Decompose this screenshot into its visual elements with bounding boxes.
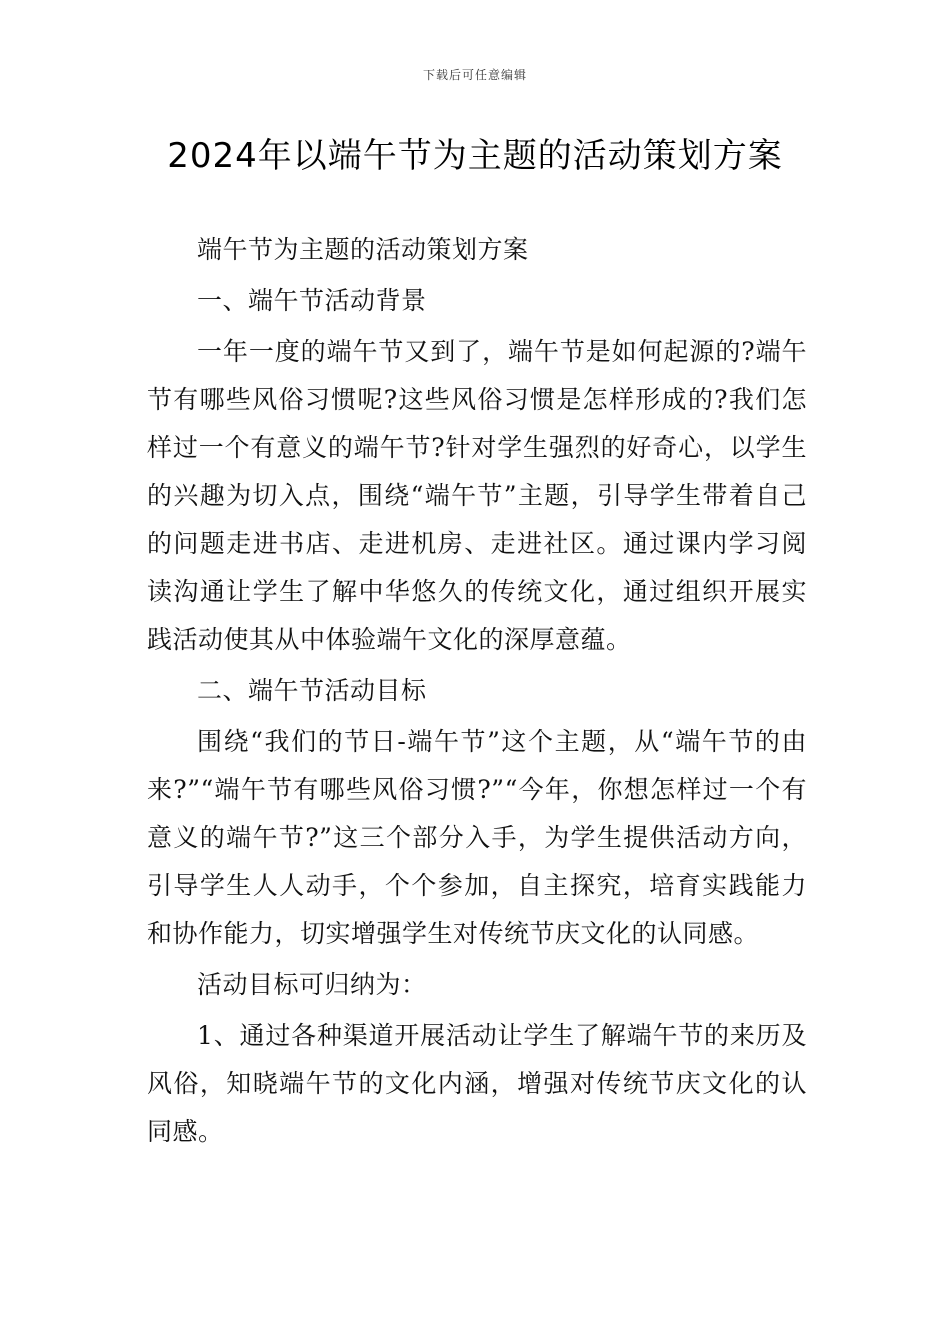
document-body (147, 226, 807, 1159)
document-title: 2024年以端午节为主题的活动策划方案 (167, 136, 783, 176)
section-heading-background: 一、端午节活动背景 (197, 286, 427, 315)
header-note: 下载后可任意编辑 (422, 68, 527, 82)
section-heading-goals: 二、端午节活动目标 (197, 676, 427, 705)
paragraph-goals-summary: 活动目标可归纳为： (197, 970, 427, 999)
paragraph-goal-item-1: 1、通过各种渠道开展活动让学生了解端午节的来历及风俗，知晓端午节的文化内涵，增强对传统节庆文化的认同感。 (147, 1021, 807, 1146)
paragraph-subtitle: 端午节为主题的活动策划方案 (197, 235, 529, 264)
paragraph-goals: 围绕“我们的节日-端午节”这个主题，从“端午节的由来?”“端午节有哪些风俗习惯?”“今年，你想怎样过一个有意义的端午节?”这三个部分入手，为学生提供活动方向，引导学生人人动手，个个参加，自主探究，培育实践能力和协作能力，切实增强学生对传统节庆文化的认同感。 (147, 727, 807, 948)
paragraph-background: 一年一度的端午节又到了，端午节是如何起源的?端午节有哪些风俗习惯呢?这些风俗习惯是怎样形成的?我们怎样过一个有意义的端午节?针对学生强烈的好奇心，以学生的兴趣为切入点，围绕“端午节”主题，引导学生带着自己的问题走进书店、走进机房、走进社区。通过课内学习阅读沟通让学生了解中华悠久的传统文化，通过组织开展实践活动使其从中体验端午文化的深厚意蕴。 (147, 337, 807, 654)
